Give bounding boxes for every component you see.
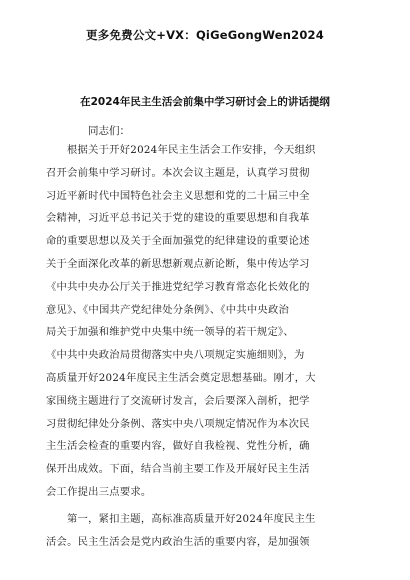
body-text-line: 《中共中央政治局贯彻落实中央八项规定实施细则》，为: [46, 349, 305, 362]
body-text-line: 主生活会检查的重要内容，做好自我检视、党性分析，确: [46, 440, 310, 453]
body-text-line: 局关于加强和维护党中央集中统一领导的若干规定》、: [46, 326, 294, 339]
body-text-line: 习贯彻纪律处分条例、落实中央八项规定情况作为本次民: [46, 417, 310, 430]
body-text-line: 根据关于开好2024年民主生活会工作安排，今天组织: [67, 144, 316, 156]
body-text-line: 习近平新时代中国特色社会主义思想和党的二十届三中全: [46, 189, 310, 202]
body-text-line: 会精神，习近平总书记关于党的建设的重要思想和自我革: [46, 212, 310, 225]
body-text-line: 召开会前集中学习研讨。本次会议主题是，认真学习贯彻: [46, 166, 310, 179]
body-text-line: 关于全面深化改革的新思想新观点新论断，集中传达学习: [46, 257, 310, 270]
watermark-header: 更多免费公文+VX：QiGeGongWen2024: [86, 28, 324, 42]
body-text-line: 活会。民主生活会是党内政治生活的重要内容，是加强领: [46, 535, 310, 548]
body-text-line: 保开出成效。下面，结合当前主要工作及开展好民主生活: [46, 463, 310, 476]
body-text-line: 《中共中央办公厅关于推进党纪学习教育常态化长效化的: [46, 280, 310, 293]
body-text-line: 高质量开好2024年度民主生活会奠定思想基础。刚才，大: [46, 371, 316, 384]
document-body: [46, 143, 366, 557]
body-text-line: 家围绕主题进行了交流研讨发言，会后要深入剖析，把学: [46, 394, 310, 407]
body-text-line: 意见》、《中国共产党纪律处分条例》、《中共中央政治: [46, 303, 290, 316]
document-title: 在2024年民主生活会前集中学习研讨会上的讲话提纲: [80, 96, 330, 108]
body-text-line: 会工作提出三点要求。: [46, 485, 152, 498]
salutation: 同志们：: [88, 125, 130, 137]
body-text-line: 第一，紧扣主题，高标准高质量开好2024年度民主生: [67, 512, 316, 525]
body-text-line: 命的重要思想以及关于全面加强党的纪律建设的重要论述: [46, 235, 310, 248]
